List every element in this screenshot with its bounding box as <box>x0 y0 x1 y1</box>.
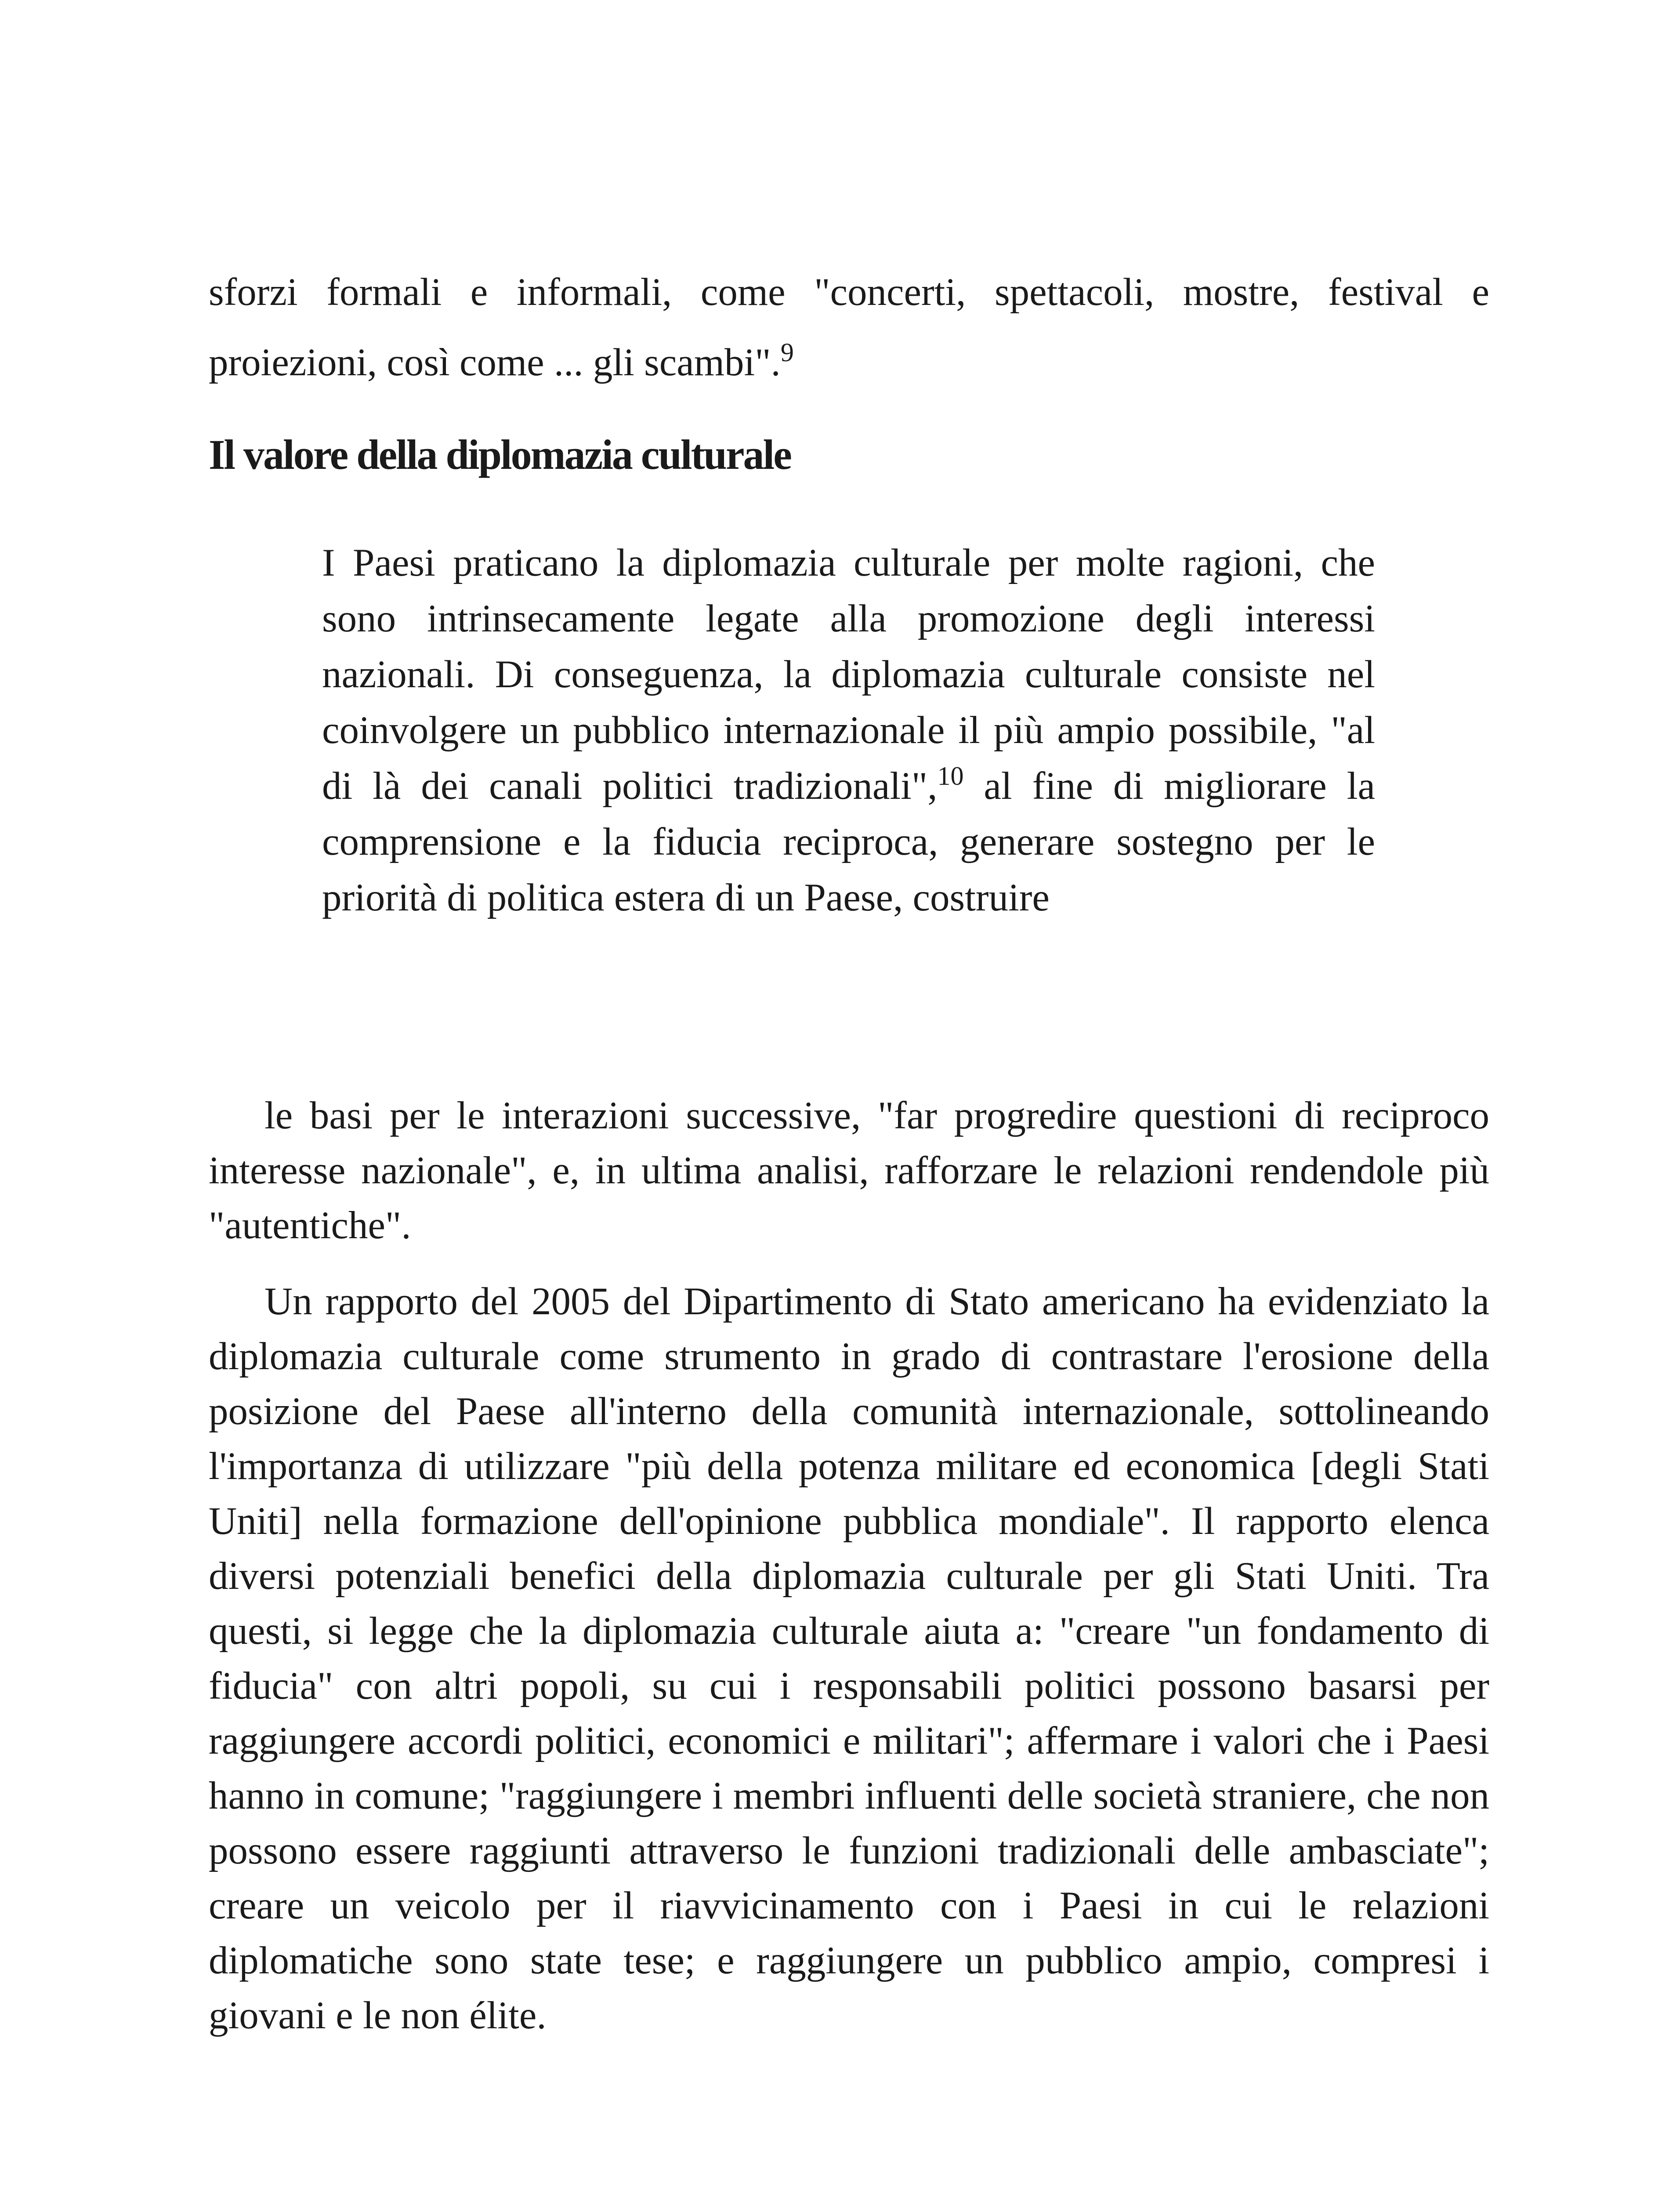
quote-text-part2: al fine di migliorare la comprensione e la fiducia reciproca, generare sostegno per le priorità di politica estera di un Paese, costruire <box>322 765 1375 919</box>
footnote-marker-9: 9 <box>780 338 794 367</box>
block-quote <box>322 535 1375 926</box>
continuation-text: sforzi formali e informali, come "concerti, spettacoli, mostre, festival e proiezioni, così come ... gli scambi". <box>209 271 1489 384</box>
quote-text-part1: I Paesi praticano la diplomazia culturale per molte ragioni, che sono intrinsecamente legate alla promozione degli interessi nazionali. Di conseguenza, la diplomazia culturale consiste nel coinvolgere un pubblico internazionale il più ampio possibile, "al di là dei canali politici tradizionali", <box>322 541 1375 808</box>
footnote-marker-10: 10 <box>937 761 964 790</box>
continuation-paragraph <box>209 257 1489 398</box>
paragraph-report: Un rapporto del 2005 del Dipartimento di Stato americano ha evidenziato la diplomazia culturale come strumento in grado di contrastare l'erosione della posizione del Paese all'interno della comunità internazionale, sottolineando l'importanza di utilizzare "più della potenza militare ed economica [degli Stati Uniti] nella formazione dell'opinione pubblica mondiale". Il rapporto elenca diversi potenziali benefici della diplomazia culturale per gli Stati Uniti. Tra questi, si legge che la diplomazia culturale aiuta a: "creare "un fondamento di fiducia" con altri popoli, su cui i responsabili politici possono basarsi per raggiungere accordi politici, economici e militari"; affermare i valori che i Paesi hanno in comune; "raggiungere i membri influenti delle società straniere, che non possono essere raggiunti attraverso le funzioni tradizionali delle ambasciate"; creare un veicolo per il riavvicinamento con i Paesi in cui le relazioni diplomatiche sono state tese; e raggiungere un pubblico ampio, compresi i giovani e le non élite. <box>209 1280 1489 2037</box>
paragraph-continuation: le basi per le interazioni successive, "far progredire questioni di reciproco interesse nazionale", e, in ultima analisi, rafforzare le relazioni rendendole più "autentiche". <box>209 1094 1489 1247</box>
section-heading: Il valore della diplomazia culturale <box>209 431 791 478</box>
